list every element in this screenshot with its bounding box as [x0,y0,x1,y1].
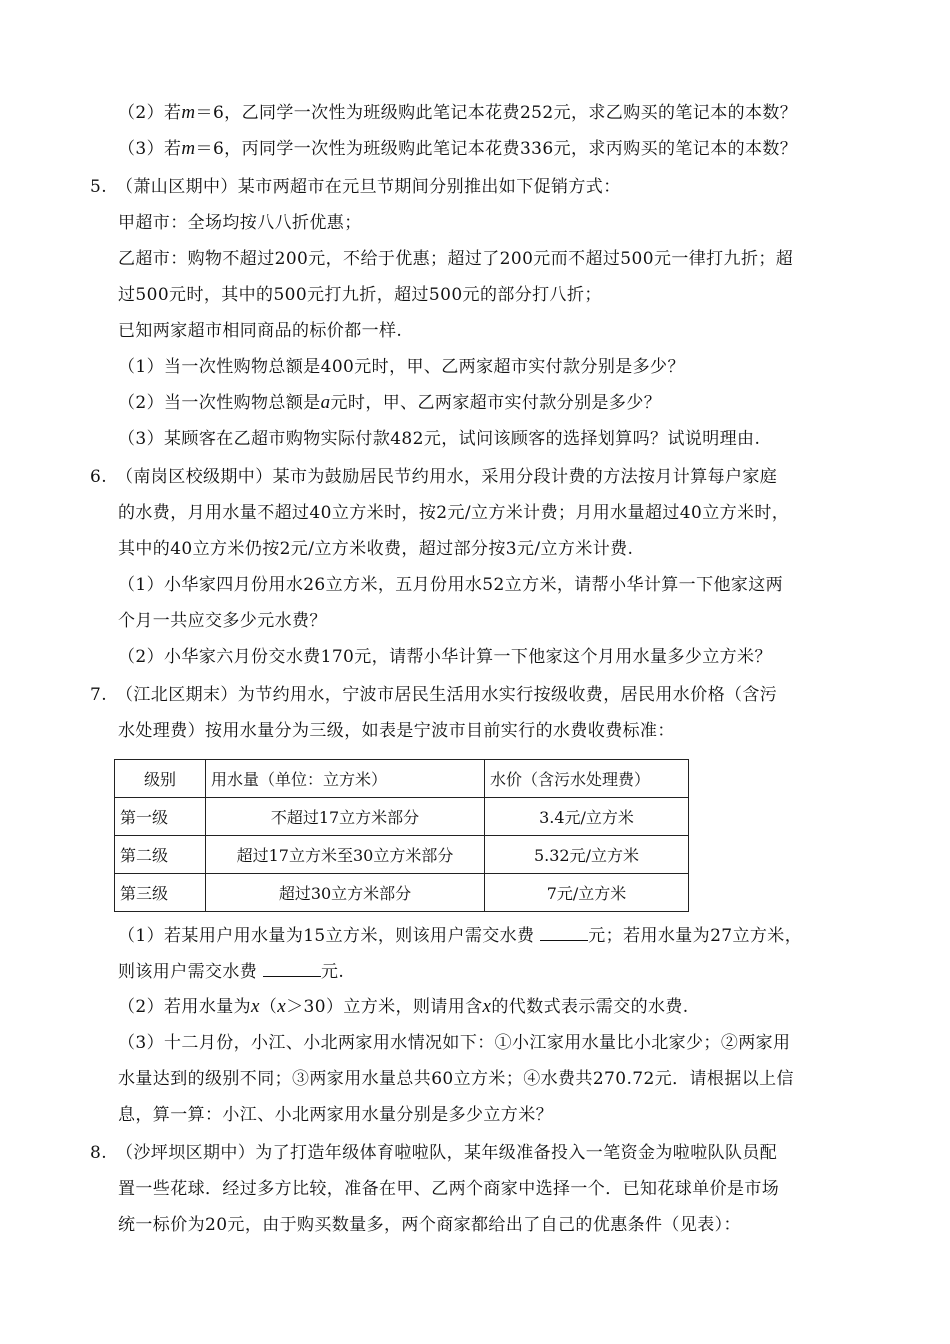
var-x: x [251,996,260,1017]
q5-supermarket-a: 甲超市：全场均按八八折优惠； [118,213,362,233]
q7-part1-line1: （1）若某用户用水量为15立方米，则该用户需交水费 元；若用水量为27立方米， [118,926,803,946]
header-level: 级别 [115,760,206,798]
table-row [115,874,689,912]
header-usage: 用水量（单位：立方米） [206,760,485,798]
q7-part1-line2: 则该用户需交水费 元. [118,962,345,982]
q5-supermarket-b-line2: 过500元时，其中的500元打九折，超过500元的部分打八折； [118,285,602,305]
table-row [115,798,689,836]
q6-part1-line1: （1）小华家四月份用水26立方米，五月份用水52立方米，请帮小华计算一下他家这两 [118,575,784,595]
q6-head: （南岗区校级期中）某市为鼓励居民节约用水，采用分段计费的方法按月计算每户家庭 [116,467,778,487]
table-cell: 3.4元/立方米 [485,798,689,836]
water-fee-table [114,759,689,912]
q5-part1: （1）当一次性购物总额是400元时，甲、乙两家超市实付款分别是多少？ [118,357,685,377]
q7-part2: （2）若用水量为x（x＞30）立方米，则请用含x的代数式表示需交的水费. [118,996,689,1017]
q5-supermarket-b-line1: 乙超市：购物不超过200元，不给于优惠；超过了200元而不超过500元一律打九折；超 [118,249,794,269]
q7-body-line1: 水处理费）按用水量分为三级，如表是宁波市目前实行的水费收费标准： [118,721,675,741]
q7-part3-line2: 水量达到的级别不同；③两家用水量总共60立方米；④水费共270.72元．请根据以上信 [118,1069,794,1089]
q6-part1-line2: 个月一共应交多少元水费？ [118,611,327,631]
answer-blank[interactable] [263,960,321,977]
q6-number: 6. [90,467,108,487]
q7-part3-line3: 息，算一算：小江、小北两家用水量分别是多少立方米？ [118,1105,553,1125]
table-cell: 7元/立方米 [485,874,689,912]
header-price: 水价（含污水处理费） [485,760,689,798]
table-row [115,836,689,874]
q5-part2: （2）当一次性购物总额是a元时，甲、乙两家超市实付款分别是多少？ [118,392,662,413]
q5-head: （萧山区期中）某市两超市在元旦节期间分别推出如下促销方式： [116,177,621,197]
table-header-row [115,760,689,798]
table-cell: 超过30立方米部分 [206,874,485,912]
q7-head: （江北区期末）为节约用水，宁波市居民生活用水实行按级收费，居民用水价格（含污 [116,685,778,705]
q6-body-line1: 的水费，月用水量不超过40立方米时，按2元/立方米计费；月用水量超过40立方米时， [118,503,790,523]
q4-part2: （2）若m＝6，乙同学一次性为班级购此笔记本花费252元，求乙购买的笔记本的本数？ [118,102,798,123]
var-x: x [482,996,492,1017]
q8-body-line1: 置一些花球．经过多方比较，准备在甲、乙两个商家中选择一个．已知花球单价是市场 [118,1179,780,1199]
table-cell: 第三级 [115,874,206,912]
q5-part3: （3）某顾客在乙超市购物实际付款482元，试问该顾客的选择划算吗？试说明理由. [118,429,761,449]
q7-number: 7. [90,685,108,705]
table-cell: 第一级 [115,798,206,836]
q8-body-line2: 统一标价为20元，由于购买数量多，两个商家都给出了自己的优惠条件（见表）： [118,1215,741,1235]
q8-number: 8. [90,1143,108,1163]
q6-part2: （2）小华家六月份交水费170元，请帮小华计算一下他家这个月用水量多少立方米？ [118,647,772,667]
q8-head: （沙坪坝区期中）为了打造年级体育啦啦队，某年级准备投入一笔资金为啦啦队队员配 [116,1143,778,1163]
table-cell: 第二级 [115,836,206,874]
q7-part3-line1: （3）十二月份，小江、小北两家用水情况如下：①小江家用水量比小北家少；②两家用 [118,1033,791,1053]
table-cell: 不超过17立方米部分 [206,798,485,836]
var-a: a [320,392,331,413]
var-x: x [277,996,287,1017]
q6-body-line2: 其中的40立方米仍按2元/立方米收费，超过部分按3元/立方米计费. [118,539,634,559]
q5-number: 5. [90,177,108,197]
answer-blank[interactable] [540,924,588,941]
table-cell: 超过17立方米至30立方米部分 [206,836,485,874]
q5-note: 已知两家超市相同商品的标价都一样. [118,321,403,341]
q4-part3: （3）若m＝6，丙同学一次性为班级购此笔记本花费336元，求丙购买的笔记本的本数？ [118,138,798,159]
table-cell: 5.32元/立方米 [485,836,689,874]
